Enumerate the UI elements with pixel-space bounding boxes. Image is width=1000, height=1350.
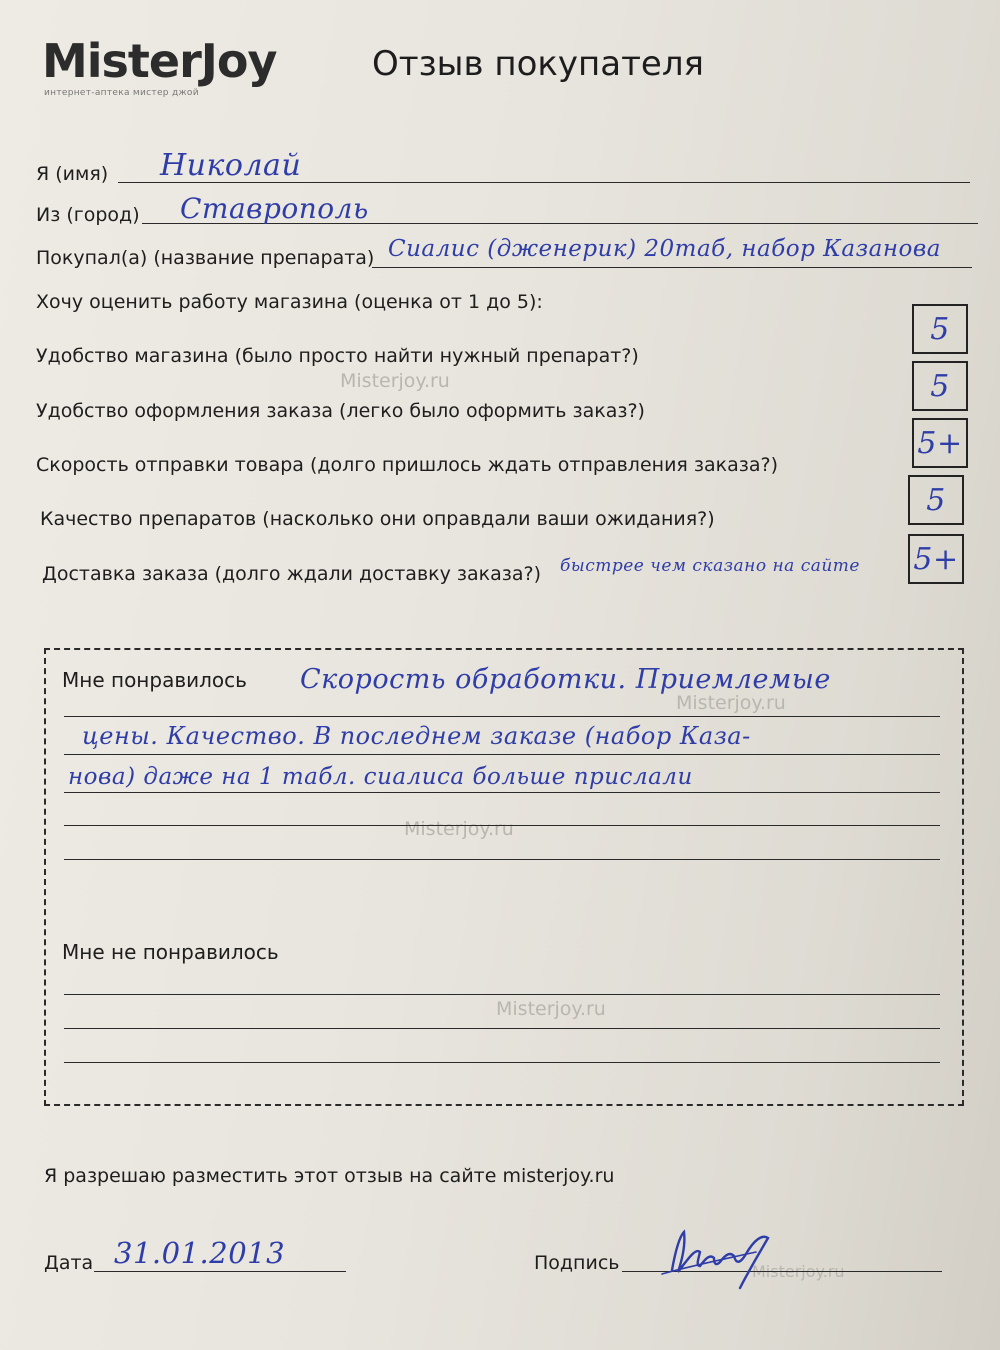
product-underline	[372, 267, 972, 268]
liked-writing-line	[64, 859, 940, 860]
rating-box-product-quality[interactable]	[908, 475, 964, 525]
rating-label-order-convenience: Удобство оформления заказа (легко было оформить заказ?)	[36, 400, 645, 422]
liked-writing-line	[64, 792, 940, 793]
consent-text: Я разрешаю разместить этот отзыв на сайте misterjoy.ru	[44, 1165, 615, 1187]
watermark: Misterjoy.ru	[752, 1262, 845, 1281]
page-title: Отзыв покупателя	[372, 44, 704, 84]
watermark: Misterjoy.ru	[404, 818, 514, 840]
delivery-note[interactable]: быстрее чем сказано на сайте	[560, 556, 860, 576]
misterjoy-logo: MisterJoy	[42, 34, 277, 88]
signature-label: Подпись	[534, 1252, 620, 1274]
liked-writing-line	[64, 754, 940, 755]
rating-label-shipping-speed: Скорость отправки товара (долго пришлось ждать отправления заказа?)	[36, 454, 778, 476]
rating-score: 5+	[917, 425, 963, 461]
city-label: Из (город)	[36, 204, 140, 226]
ratings-intro: Хочу оценить работу магазина (оценка от 1 до 5):	[36, 291, 543, 313]
date-value[interactable]: 31.01.2013	[114, 1236, 286, 1270]
date-label: Дата	[44, 1252, 94, 1274]
liked-text-line[interactable]: Скорость обработки. Приемлемые	[300, 664, 831, 695]
rating-label-store-convenience: Удобство магазина (было просто найти нужный препарат?)	[36, 345, 639, 367]
rating-label-delivery: Доставка заказа (долго ждали доставку заказа?)	[42, 563, 542, 585]
name-label: Я (имя)	[36, 163, 109, 185]
product-label: Покупал(а) (название препарата)	[36, 247, 375, 269]
liked-writing-line	[64, 825, 940, 826]
rating-score: 5	[930, 368, 950, 404]
name-value[interactable]: Николай	[160, 148, 302, 183]
signature-mark[interactable]	[650, 1208, 800, 1298]
liked-label: Мне понравилось	[62, 668, 247, 692]
city-value[interactable]: Ставрополь	[180, 192, 369, 225]
disliked-writing-line	[64, 994, 940, 995]
disliked-writing-line	[64, 1028, 940, 1029]
disliked-label: Мне не понравилось	[62, 940, 279, 964]
liked-text-line[interactable]: нова) даже на 1 табл. сиалиса больше прислали	[68, 764, 693, 790]
liked-writing-line	[64, 716, 940, 717]
watermark: Misterjoy.ru	[676, 692, 786, 714]
product-value[interactable]: Сиалис (дженерик) 20таб, набор Казанова	[388, 236, 941, 262]
watermark: Misterjoy.ru	[496, 998, 606, 1020]
rating-box-shipping-speed[interactable]	[912, 418, 968, 468]
disliked-writing-line	[64, 1062, 940, 1063]
rating-box-delivery[interactable]	[908, 534, 964, 584]
rating-score: 5+	[913, 541, 959, 577]
rating-box-store-convenience[interactable]	[912, 304, 968, 354]
rating-score: 5	[930, 311, 950, 347]
date-underline	[94, 1271, 346, 1272]
liked-text-line[interactable]: цены. Качество. В последнем заказе (набор Каза-	[82, 722, 751, 750]
rating-label-product-quality: Качество препаратов (насколько они оправдали ваши ожидания?)	[40, 508, 715, 530]
logo-tagline: интернет-аптека мистер джой	[44, 88, 199, 98]
watermark: Misterjoy.ru	[340, 370, 450, 392]
rating-score: 5	[926, 482, 946, 518]
rating-box-order-convenience[interactable]	[912, 361, 968, 411]
